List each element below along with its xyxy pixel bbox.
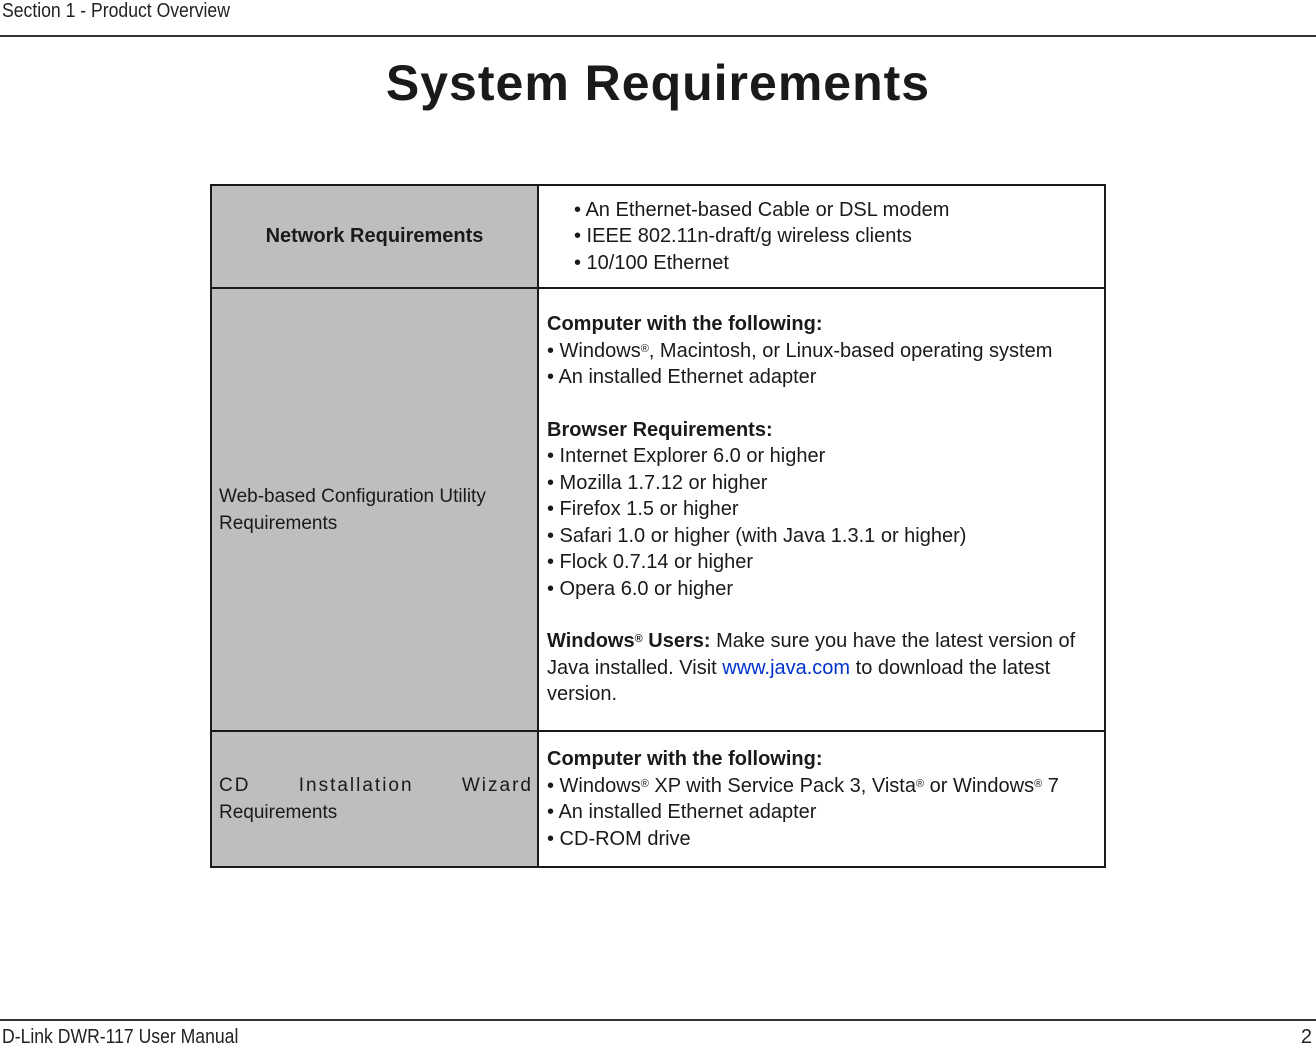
- java-link[interactable]: www.java.com: [722, 656, 851, 679]
- network-requirements-label: Network Requirements: [211, 185, 538, 288]
- list-item: • Firefox 1.5 or higher: [547, 498, 739, 521]
- list-item: • Safari 1.0 or higher (with Java 1.3.1 or higher): [547, 524, 967, 547]
- manual-title: D-Link DWR-117 User Manual: [2, 1026, 239, 1048]
- browser-heading: Browser Requirements:: [547, 418, 773, 441]
- list-item: • Mozilla 1.7.12 or higher: [547, 471, 768, 494]
- header-divider: [0, 35, 1316, 37]
- label-line: Requirements: [219, 512, 338, 534]
- list-item: • CD-ROM drive: [547, 827, 691, 850]
- list-item: • An installed Ethernet adapter: [547, 801, 817, 823]
- list-item: • Windows®, Macintosh, or Linux-based operating system: [547, 339, 1053, 362]
- web-config-requirements-content: [538, 288, 1105, 731]
- label-line: Web-based Configuration Utility: [219, 485, 486, 507]
- cd-wizard-requirements-row: [211, 731, 1105, 867]
- label-line: Requirements: [219, 802, 338, 823]
- page-number: 2: [1300, 1026, 1312, 1048]
- page-title: System Requirements: [385, 55, 931, 111]
- network-requirements-row: [211, 185, 1105, 288]
- web-config-requirements-label: [211, 288, 538, 731]
- computer-heading: Computer with the following:: [547, 313, 823, 336]
- label-line: CD Installation Wizard: [219, 775, 533, 796]
- footer-divider: [0, 1019, 1316, 1021]
- list-item: • Internet Explorer 6.0 or higher: [547, 445, 826, 468]
- cd-wizard-requirements-content: [538, 731, 1105, 867]
- computer-heading: Computer with the following:: [547, 748, 823, 770]
- requirements-table: [210, 184, 1106, 868]
- list-item: • IEEE 802.11n-draft/g wireless clients: [574, 225, 912, 248]
- web-config-requirements-row: [211, 288, 1105, 731]
- list-item: • An Ethernet-based Cable or DSL modem: [574, 198, 950, 221]
- cd-wizard-requirements-label: [211, 731, 538, 867]
- list-item: • Opera 6.0 or higher: [547, 577, 733, 600]
- network-requirements-content: [538, 185, 1105, 288]
- list-item: • 10/100 Ethernet: [574, 251, 729, 274]
- list-item: • Flock 0.7.14 or higher: [547, 551, 753, 574]
- list-item: • Windows® XP with Service Pack 3, Vista® or Windows® 7: [547, 774, 1059, 797]
- list-item: • An installed Ethernet adapter: [547, 366, 817, 389]
- section-header: Section 1 - Product Overview: [2, 0, 230, 22]
- windows-users-note: Windows® Users: Make sure you have the latest version of Java installed. Visit www.java.com to download the latest version.: [547, 630, 1076, 706]
